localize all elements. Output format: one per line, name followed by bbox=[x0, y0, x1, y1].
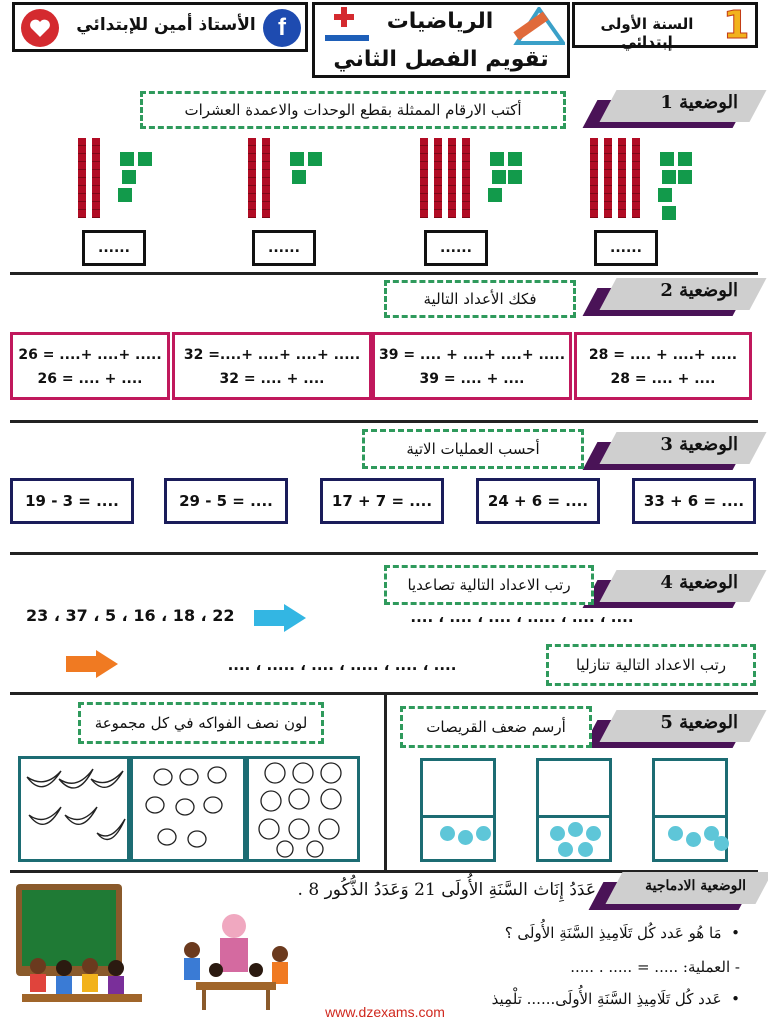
orange-group bbox=[246, 756, 360, 862]
divider bbox=[10, 272, 758, 275]
answer-box[interactable]: ...... bbox=[424, 230, 488, 266]
operation-box: 33 + 6 = .... bbox=[632, 478, 756, 524]
unit-cube bbox=[662, 170, 676, 184]
s5-banner: الوضعية 5 bbox=[590, 710, 760, 746]
arrow-right-icon bbox=[254, 604, 306, 632]
operation-box: 29 - 5 = .... bbox=[164, 478, 288, 524]
s4-banner: الوضعية 4 bbox=[590, 570, 760, 606]
decompose-box: 26 = ....+ ....+ ..... 26 = .... + .... bbox=[10, 332, 170, 400]
dot bbox=[686, 832, 701, 847]
dot bbox=[568, 822, 583, 837]
unit-cube bbox=[290, 152, 304, 166]
unit-cube bbox=[508, 170, 522, 184]
evaluation-title: تقويم الفصل الثاني bbox=[333, 47, 549, 72]
dots-cell bbox=[536, 758, 612, 862]
operation-line: - العملية: ..... = ..... . ..... bbox=[570, 958, 740, 976]
divider bbox=[10, 552, 758, 555]
dot bbox=[476, 826, 491, 841]
tens-rod bbox=[462, 138, 470, 218]
tens-rod bbox=[632, 138, 640, 218]
unit-cube bbox=[490, 152, 504, 166]
operation-box: 19 - 3 = .... bbox=[10, 478, 134, 524]
answer-line: • عَدد كُل تَلَامِيذِ السَّنَةِ الأُولَى...... تلْمِيذ bbox=[491, 990, 740, 1008]
arrow-right-icon bbox=[66, 650, 118, 678]
s4-instruction-ascending: رتب الاعداد التالية تصاعديا bbox=[384, 565, 594, 605]
s1-groups bbox=[0, 0, 768, 280]
answer-box[interactable]: ...... bbox=[82, 230, 146, 266]
dot bbox=[458, 830, 473, 845]
unit-cube bbox=[292, 170, 306, 184]
s4-instruction-descending: رتب الاعداد التالية تنازليا bbox=[546, 644, 756, 686]
tens-rod bbox=[618, 138, 626, 218]
banana-icon bbox=[21, 759, 127, 859]
decompose-box: 28 = .... + ....+ ..... 28 = .... + .... bbox=[574, 332, 752, 400]
unit-cube bbox=[658, 188, 672, 202]
vertical-divider bbox=[384, 692, 387, 870]
s5-instruction: أرسم ضعف القريصات bbox=[400, 706, 592, 748]
decompose-box: 32 =....+ ....+ ....+ ..... 32 = .... + .... bbox=[172, 332, 372, 400]
dot bbox=[550, 826, 565, 841]
tens-rod bbox=[434, 138, 442, 218]
operation-box: 17 + 7 = .... bbox=[320, 478, 444, 524]
operation-box: 24 + 6 = .... bbox=[476, 478, 600, 524]
unit-cube bbox=[138, 152, 152, 166]
problem-statement: عَدَدُ إِنَاث السَّنَةِ الأُولَى 21 وَعَدَدُ الذُّكُور 8 . bbox=[297, 880, 596, 900]
unit-cube bbox=[678, 170, 692, 184]
unit-cube bbox=[660, 152, 674, 166]
orange-icon bbox=[249, 759, 357, 859]
tens-rod bbox=[590, 138, 598, 218]
s1-banner: الوضعية 1 bbox=[590, 90, 760, 126]
strawberry-icon bbox=[133, 759, 243, 859]
dot bbox=[558, 842, 573, 857]
numbers-to-order: 23 ، 37 ، 5 ، 16 ، 18 ، 22 bbox=[26, 606, 235, 625]
tens-rod bbox=[262, 138, 270, 218]
tens-rod bbox=[420, 138, 428, 218]
tens-rod bbox=[448, 138, 456, 218]
s3-instruction: أحسب العمليات الاتية bbox=[362, 429, 584, 469]
unit-cube bbox=[120, 152, 134, 166]
dot bbox=[586, 826, 601, 841]
facebook-icon[interactable]: f bbox=[263, 9, 301, 47]
unit-cube bbox=[308, 152, 322, 166]
number-one-icon: 1 bbox=[723, 3, 750, 47]
s3-banner: الوضعية 3 bbox=[590, 432, 760, 468]
divider bbox=[10, 420, 758, 423]
integration-banner: الوضعية الادماجية bbox=[596, 872, 760, 908]
strawberry-group bbox=[130, 756, 246, 862]
unit-cube bbox=[678, 152, 692, 166]
subject-title: الرياضيات bbox=[386, 9, 494, 34]
unit-cube bbox=[118, 188, 132, 202]
dots-cell bbox=[420, 758, 496, 862]
answer-box[interactable]: ...... bbox=[252, 230, 316, 266]
s2-banner: الوضعية 2 bbox=[590, 278, 760, 314]
tens-rod bbox=[78, 138, 86, 218]
tens-rod bbox=[92, 138, 100, 218]
banana-group bbox=[18, 756, 130, 862]
tens-rod bbox=[248, 138, 256, 218]
decompose-box: 39 = .... + ....+ ....+ ..... 39 = .... + .... bbox=[372, 332, 572, 400]
tens-rod bbox=[604, 138, 612, 218]
unit-cube bbox=[122, 170, 136, 184]
dot bbox=[668, 826, 683, 841]
blanks-ascending: .... ، .... ، ..... ، .... ، .... ، .... bbox=[410, 608, 634, 626]
teacher-name: الأستاذ أمين للإبتدائي bbox=[76, 15, 256, 35]
answer-box[interactable]: ...... bbox=[594, 230, 658, 266]
dot bbox=[714, 836, 729, 851]
unit-cube bbox=[492, 170, 506, 184]
watermark[interactable]: www.dzexams.com bbox=[325, 1004, 445, 1020]
dot bbox=[578, 842, 593, 857]
blanks-descending: .... ، .... ، ..... ، .... ، ..... ، .... bbox=[227, 656, 457, 674]
unit-cube bbox=[508, 152, 522, 166]
teacher-class-illustration bbox=[172, 910, 300, 1014]
unit-cube bbox=[488, 188, 502, 202]
pupils-illustration bbox=[18, 950, 148, 1014]
grade-label: السنة الأولى إبتدائي bbox=[600, 15, 694, 51]
unit-cube bbox=[662, 206, 676, 220]
fruit-instruction: لون نصف الفواكه في كل مجموعة bbox=[78, 702, 324, 744]
question-one: • مَا هُو عَدد كُل تَلَامِيذِ السَّنَةِ الأُولَى ؟ bbox=[504, 924, 740, 942]
dot bbox=[440, 826, 455, 841]
s2-instruction: فكك الأعداد التالية bbox=[384, 280, 576, 318]
s1-instruction: أكتب الارقام الممثلة بقطع الوحدات والاعمدة العشرات bbox=[140, 91, 566, 129]
